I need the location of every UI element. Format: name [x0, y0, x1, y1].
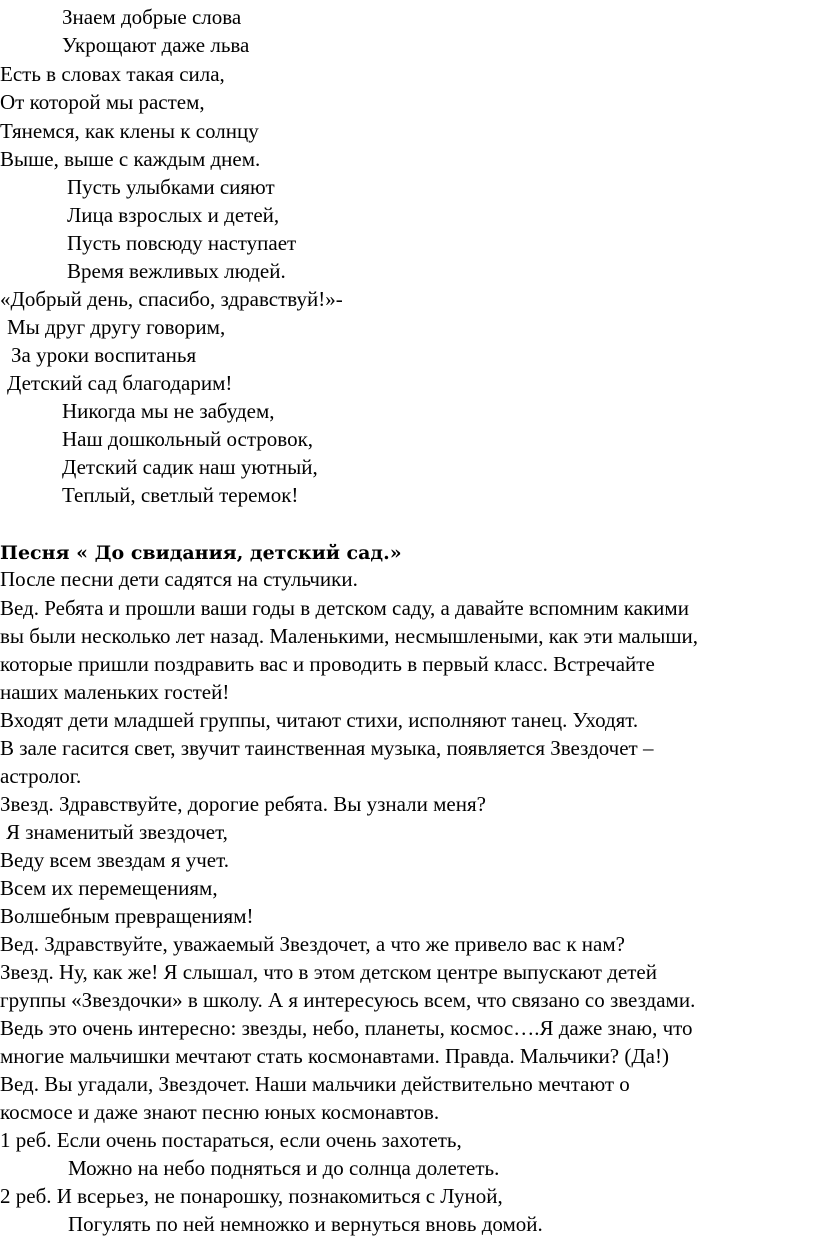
body-line: Вед. Здравствуйте, уважаемый Звездочет, а что же привело вас к нам?: [0, 932, 625, 956]
poem-line: Мы друг другу говорим,: [7, 315, 226, 339]
body-line: 1 реб. Если очень постараться, если очень захотеть,: [0, 1128, 462, 1152]
body-line: вы были несколько лет назад. Маленькими, несмышлеными, как эти малыши,: [0, 624, 698, 648]
poem-line: Детский садик наш уютный,: [62, 455, 318, 479]
poem-line: Есть в словах такая сила,: [0, 62, 225, 86]
poem-line: Тянемся, как клены к солнцу: [0, 119, 259, 143]
body-line: Входят дети младшей группы, читают стихи, исполняют танец. Уходят.: [0, 708, 639, 732]
body-line: Ведь это очень интересно: звезды, небо, планеты, космос….Я даже знаю, что: [0, 1016, 693, 1040]
poem-line: Пусть улыбками сияют: [67, 175, 275, 199]
body-line: Вед. Ребята и прошли ваши годы в детском саду, а давайте вспомним какими: [0, 596, 689, 620]
body-line: многие мальчишки мечтают стать космонавтами. Правда. Мальчики? (Да!): [0, 1044, 669, 1068]
body-line: Веду всем звездам я учет.: [0, 848, 229, 872]
poem-line: От которой мы растем,: [0, 90, 205, 114]
poem-line: «Добрый день, спасибо, здравствуй!»-: [0, 287, 343, 311]
body-line: наших маленьких гостей!: [0, 680, 230, 704]
poem-line: Лица взрослых и детей,: [67, 203, 280, 227]
body-line: Я знаменитый звездочет,: [6, 820, 228, 844]
body-line: Вед. Вы угадали, Звездочет. Наши мальчики действительно мечтают о: [0, 1072, 630, 1096]
section-heading: Песня « До свидания, детский сад.»: [0, 542, 402, 564]
poem-line: Теплый, светлый теремок!: [62, 483, 299, 507]
body-line: космосе и даже знают песню юных космонавтов.: [0, 1100, 440, 1124]
poem-line: За уроки воспитанья: [11, 343, 197, 367]
body-line: Звезд. Ну, как же! Я слышал, что в этом детском центре выпускают детей: [0, 960, 657, 984]
body-line: 2 реб. И всерьез, не понарошку, познакомиться с Луной,: [0, 1184, 503, 1208]
body-line: астролог.: [0, 764, 82, 788]
poem-line: Время вежливых людей.: [67, 259, 286, 283]
poem-line: Выше, выше с каждым днем.: [0, 147, 261, 171]
body-line: Всем их перемещениям,: [0, 876, 218, 900]
body-line: Звезд. Здравствуйте, дорогие ребята. Вы узнали меня?: [0, 792, 486, 816]
poem-line: Пусть повсюду наступает: [67, 231, 297, 255]
body-line: Погулять по ней немножко и вернуться вновь домой.: [68, 1212, 543, 1236]
poem-line: Знаем добрые слова: [62, 5, 242, 29]
poem-line: Детский сад благодарим!: [7, 371, 233, 395]
poem-line: Укрощают даже льва: [62, 33, 250, 57]
body-line: В зале гасится свет, звучит таинственная музыка, появляется Звездочет –: [0, 736, 654, 760]
body-line: Волшебным превращениям!: [0, 904, 254, 928]
body-line: Можно на небо подняться и до солнца долететь.: [68, 1156, 500, 1180]
body-line: которые пришли поздравить вас и проводить в первый класс. Встречайте: [0, 652, 655, 676]
body-line: После песни дети садятся на стульчики.: [0, 567, 358, 591]
poem-line: Никогда мы не забудем,: [62, 399, 275, 423]
poem-line: Наш дошкольный островок,: [62, 427, 314, 451]
body-line: группы «Звездочки» в школу. А я интересуюсь всем, что связано со звездами.: [0, 988, 696, 1012]
